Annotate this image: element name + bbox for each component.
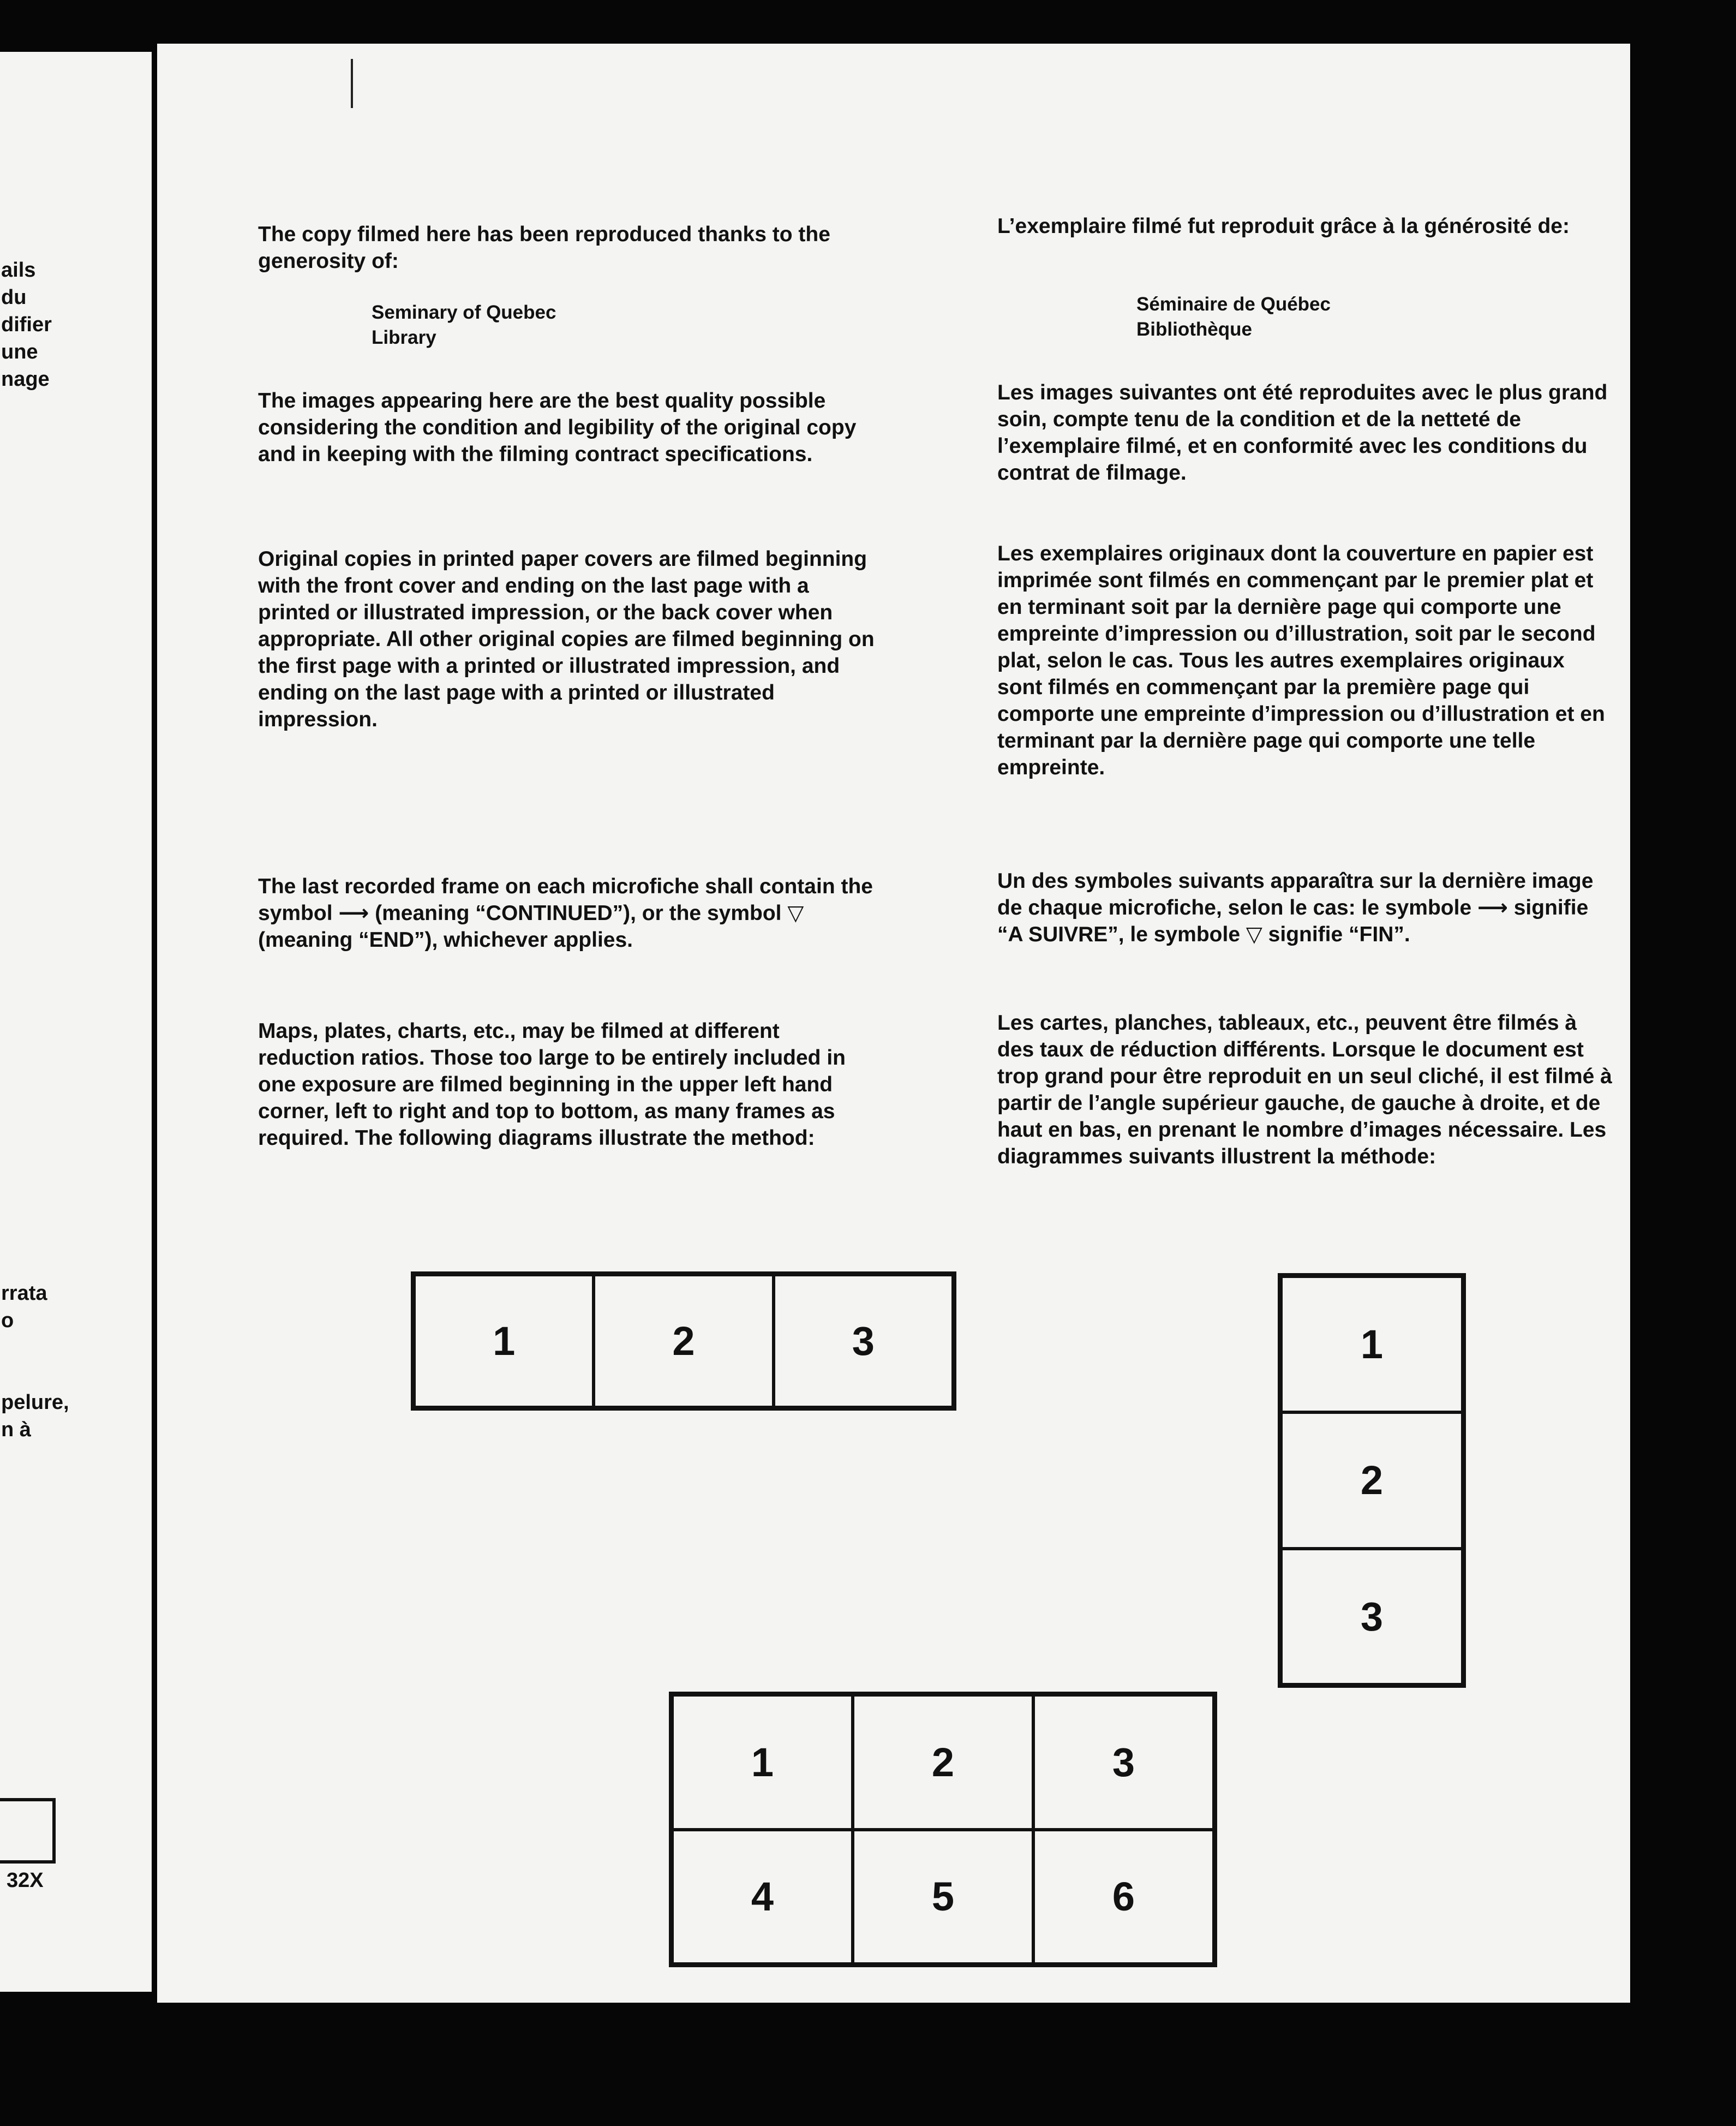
frame-cell: 3 bbox=[1033, 1695, 1214, 1830]
frame-cell: 1 bbox=[414, 1275, 594, 1407]
french-intro: L’exemplaire filmé fut reproduit grâce à la générosité de: bbox=[997, 214, 1570, 238]
french-maps: Les cartes, planches, tableaux, etc., peuvent être filmés à des taux de réduction différents. Lorsque le document est trop grand pour être reproduit en un seul cliché, il est filmé à partir de l’angle supérieur gauche, de gauche à droite, et de haut en bas, en prenant le nombre d’images nécessaire. Les diagrammes suivants illustrent la méthode: bbox=[997, 1011, 1612, 1168]
frame-box bbox=[0, 1798, 56, 1864]
frame-cell: 2 bbox=[853, 1695, 1033, 1830]
page-mark bbox=[351, 59, 353, 108]
english-originals: Original copies in printed paper covers are filmed beginning with the front cover and ending on the last page with a printed or illustrated impression, or the back cover when appropriate. All other original copies are filmed beginning on the first page with a printed or illustrated impression, and ending on the last page with a printed or illustrated impression. bbox=[258, 547, 875, 731]
left-page-fragment bbox=[0, 52, 152, 1992]
microfiche-target-page bbox=[157, 44, 1630, 2003]
frame-cell: 3 bbox=[1281, 1549, 1463, 1685]
frame-cell: 6 bbox=[1033, 1830, 1214, 1964]
frame-cell: 4 bbox=[672, 1830, 853, 1964]
diagram-column-of-three bbox=[1278, 1273, 1466, 1688]
left-text-fragment: o bbox=[1, 1309, 14, 1332]
frame-cell: 2 bbox=[594, 1275, 773, 1407]
english-library bbox=[372, 300, 556, 350]
library-name: Séminaire de Québec bbox=[1136, 294, 1331, 315]
diagram-grid-of-six bbox=[669, 1692, 1217, 1967]
english-symbols: The last recorded frame on each microfiche shall contain the symbol ⟶ (meaning “CONTINUED”), or the symbol ▽ (meaning “END”), whichever applies. bbox=[258, 875, 873, 952]
frame-cell: 2 bbox=[1281, 1412, 1463, 1548]
left-text-fragment: n à bbox=[1, 1418, 31, 1441]
left-text-fragment: ails bbox=[1, 259, 36, 282]
frame-cell: 3 bbox=[774, 1275, 953, 1407]
left-text-fragment: une bbox=[1, 341, 38, 363]
library-name: Seminary of Quebec bbox=[372, 302, 556, 323]
english-intro: The copy filmed here has been reproduced thanks to the generosity of: bbox=[258, 223, 830, 273]
left-text-fragment: rrata bbox=[1, 1282, 47, 1305]
frame-cell: 1 bbox=[1281, 1276, 1463, 1412]
frame-cell: 1 bbox=[672, 1695, 853, 1830]
french-symbols: Un des symboles suivants apparaîtra sur la dernière image de chaque microfiche, selon le cas: le symbole ⟶ signifie “A SUIVRE”, le symbole ▽ signifie “FIN”. bbox=[997, 869, 1594, 946]
english-maps: Maps, plates, charts, etc., may be filmed at different reduction ratios. Those too large to be entirely included in one exposure are filmed beginning in the upper left hand corner, left to right and top to bottom, as many frames as required. The following diagrams illustrate the method: bbox=[258, 1019, 846, 1150]
reduction-label: 32X bbox=[7, 1869, 44, 1892]
library-dept: Library bbox=[372, 327, 436, 348]
left-text-fragment: pelure, bbox=[1, 1391, 69, 1414]
diagram-row-of-three bbox=[411, 1271, 956, 1411]
left-text-fragment: du bbox=[1, 286, 27, 309]
left-text-fragment: difier bbox=[1, 313, 52, 336]
french-library bbox=[1136, 292, 1331, 342]
french-originals: Les exemplaires originaux dont la couverture en papier est imprimée sont filmés en commençant par le premier plat et en terminant soit par la dernière page qui comporte une empreinte d’impression ou d’illustration, soit par le second plat, selon le cas. Tous les autres exemplaires originaux sont filmés en commençant par la première page qui comporte une empreinte d’impression ou d’illustration et en terminant par la dernière page qui comporte une telle empreinte. bbox=[997, 542, 1605, 779]
frame-cell: 5 bbox=[853, 1830, 1033, 1964]
french-quality: Les images suivantes ont été reproduites avec le plus grand soin, compte tenu de la condition et de la netteté de l’exemplaire filmé, et en conformité avec les conditions du contrat de filmage. bbox=[997, 381, 1608, 485]
library-dept: Bibliothèque bbox=[1136, 319, 1252, 340]
english-quality: The images appearing here are the best quality possible considering the condition and legibility of the original copy and in keeping with the filming contract specifications. bbox=[258, 389, 857, 466]
left-text-fragment: nage bbox=[1, 368, 50, 391]
